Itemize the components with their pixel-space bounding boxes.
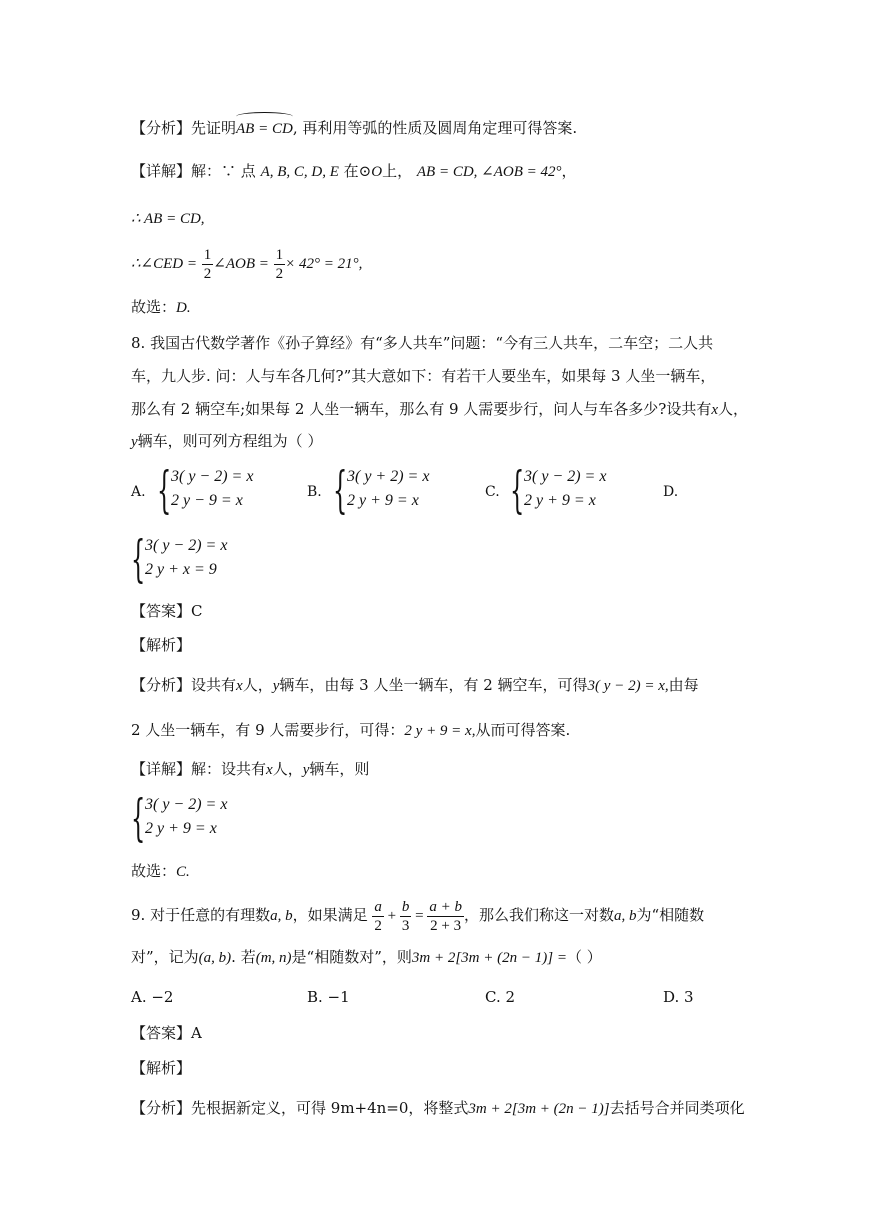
q9-line-2: 对”，记为(a, b). 若(m, n)是“相随数对”，则3m + 2[3m + (2n − 1)] =（ ） [131,948,602,966]
fraction-b-over-3: $\frac{b}{3}$ [401,898,410,934]
analysis-8-line-1: 【分析】设共有x人，y辆车，由每 3 人坐一辆车，有 2 辆空车，可得3( y − 2) = x,由每 [131,676,699,694]
q8-line-3: 那么有 2 辆空车;如果每 2 人坐一辆车，那么有 9 人需要步行，问人与车各多少?设共有x人， [131,400,749,418]
document-page: 【分析】先证明AB = CD, 再利用等弧的性质及圆周角定理可得答案. 【详解】解：∵ 点 A, B, C, D, E 在⊙O上， AB = CD, ∠AOB = 42°， ∴ AB = CD, ∴∠CED = $\frac{1}{2}$ ∠AOB = $\frac{1}{2}$ × 42° = 21°, 故选：D. 8. 我国古代数学著作《孙子算经》有“多人共车”问题：“今有三人共车，二车空；二人共 车，九人步. 问：人与车各几何?”其大意如下：有若干人要坐车，如果每 3 人坐一辆车， 那么有 2 辆空车;如果每 2 人坐一辆车，那么有 9 人需要步行，问人与车各多少?设共有x人， y辆车，则可列方程组为（ ） A. { 3( y − 2) = x 2 y − 9 = x B. { 3( y + 2) = x 2 y + 9 = x C. { 3( y − 2) = x 2 y + 9 = x D. { 3( y − 2) = x 2 y + x = 9 【答案】C 【解析】 【分析】设共有x人，y辆车，由每 3 人坐一辆车，有 2 辆空车，可得3( y − 2) = x,由每 2 人坐一辆车，有 9 人需要步行，可得：2 y + 9 = x,从而可得答案. 【详解】解：设共有x人，y辆车，则 { 3( y − 2) = x 2 y + 9 = x 故选：C. 9. 对于任意的有理数a, b，如果满足 $\frac{a}{2}$ + $\frac{b}{3}$ = $\frac{a + b}{2 + 3}$ ，那么我们称这一对数a, b为“相随数 对”，记为(a, b). 若(m, n)是“相随数对”，则3m + 2[3m + (2n − 1)] =（ ） A. −2 B. −1 C. 2 D. 3 【答案】A 【解析】 【分析】先根据新定义，可得 9m+4n=0，将整式3m + 2[3m + (2n − 1)]去括号合并同类项化 [0,0,869,1228]
answer-9: 【答案】A [131,1024,202,1042]
analysis-header-8: 【解析】 [131,636,192,654]
detail-line-2: ∴ AB = CD, [131,211,205,227]
q9-option-d: D. 3 [663,988,694,1006]
answer-8: 【答案】C [131,602,203,620]
option-c-label: C. [485,484,500,500]
q9-line-1: 9. 对于任意的有理数a, b，如果满足 $\frac{a}{2}$ + $\frac{b}{3}$ = $\frac{a + b}{2 + 3}$ ，那么我们称这一对数a, b为“相随数 [131,898,705,934]
analysis-header-9: 【解析】 [131,1059,192,1077]
option-b-label: B. [307,484,322,500]
q9-option-b: B. −1 [307,988,350,1006]
fraction-sum: $\frac{a + b}{2 + 3}$ [429,898,462,934]
option-a-label: A. [131,484,146,500]
detail-8-line-1: 【详解】解：设共有x人，y辆车，则 [131,760,370,778]
choose-line-7: 故选：D. [131,298,191,316]
detail-line-3: ∴∠CED = $\frac{1}{2}$ ∠AOB = $\frac{1}{2}$ × 42° = 21°, [131,246,363,282]
fraction-half-1: $\frac{1}{2}$ [203,246,212,282]
fraction-half-2: $\frac{1}{2}$ [275,246,284,282]
q9-option-c: C. 2 [485,988,516,1006]
analysis-9-line-1: 【分析】先根据新定义，可得 9m+4n=0，将整式3m + 2[3m + (2n − 1)]去括号合并同类项化 [131,1099,745,1117]
q8-line-2: 车，九人步. 问：人与车各几何?”其大意如下：有若干人要坐车，如果每 3 人坐一辆车， [131,367,716,385]
option-d-label: D. [663,484,679,500]
analysis-8-line-2: 2 人坐一辆车，有 9 人需要步行，可得：2 y + 9 = x,从而可得答案. [131,721,571,739]
arc-equation: AB = CD [236,118,293,140]
choose-line-8: 故选：C. [131,862,190,880]
fraction-a-over-2: $\frac{a}{2}$ [374,898,382,934]
q8-line-4: y辆车，则可列方程组为（ ） [131,432,323,450]
detail-line-1: 【详解】解：∵ 点 A, B, C, D, E 在⊙O上， AB = CD, ∠AOB = 42°， [131,162,577,180]
q8-line-1: 8. 我国古代数学著作《孙子算经》有“多人共车”问题：“今有三人共车，二车空；二人共 [131,334,714,352]
analysis-line-1: 【分析】先证明AB = CD, 再利用等弧的性质及圆周角定理可得答案. [131,117,741,140]
q9-option-a: A. −2 [131,988,174,1006]
